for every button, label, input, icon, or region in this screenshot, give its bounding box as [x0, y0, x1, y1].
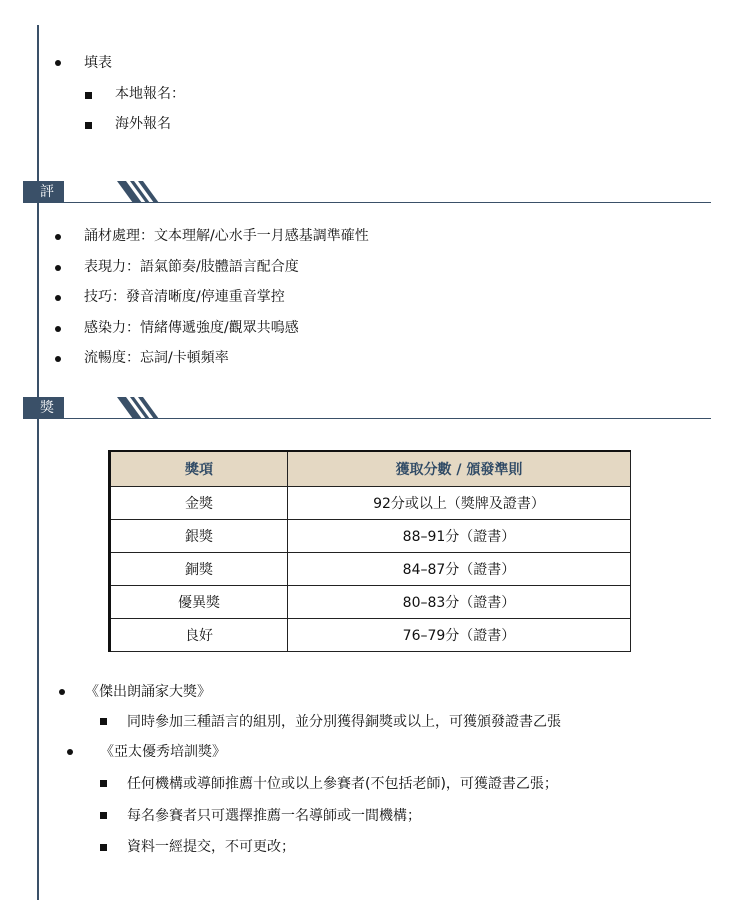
bullet-dot — [55, 326, 61, 332]
special-award-detail: 同時參加三種語言的組別，並分別獲得銅獎或以上，可獲頒發證書乙張 — [127, 714, 561, 730]
award-name-cell: 銀獎 — [110, 520, 288, 553]
bullet-dot — [55, 356, 61, 362]
bullet-dot — [55, 295, 61, 301]
bullet-dot — [55, 60, 61, 66]
form-title: 填表 — [84, 55, 112, 71]
bullet-square — [85, 92, 92, 99]
criterion-item: 表現力：語氣節奏/肢體語言配合度 — [84, 259, 299, 275]
table-row — [110, 553, 631, 586]
special-award-title: 《傑出朗誦家大獎》 — [85, 684, 211, 700]
table-row — [110, 487, 631, 520]
award-criteria-cell: 80–83分（證書） — [288, 586, 631, 619]
award-criteria-cell: 92分或以上（獎牌及證書） — [288, 487, 631, 520]
criterion-item: 技巧：發音清晰度/停連重音掌控 — [84, 289, 285, 305]
special-award-detail: 每名參賽者只可選擇推薦一名導師或一間機構； — [127, 808, 421, 824]
award-name-cell: 銅獎 — [110, 553, 288, 586]
section-rule — [23, 202, 711, 203]
heading-stripes-decoration — [117, 397, 175, 419]
form-item-overseas: 海外報名 — [115, 116, 171, 132]
award-name-cell: 優異獎 — [110, 586, 288, 619]
table-row — [110, 520, 631, 553]
bullet-dot — [55, 265, 61, 271]
heading-stripes-decoration — [117, 181, 175, 203]
criterion-item: 感染力：情緒傳遞強度/觀眾共鳴感 — [84, 320, 299, 336]
bullet-square — [100, 812, 107, 819]
bullet-dot — [67, 749, 73, 755]
table-header-cell: 獲取分數 / 頒發準則 — [288, 451, 631, 487]
special-award-detail: 任何機構或導師推薦十位或以上參賽者(不包括老師)，可獲證書乙張； — [127, 776, 558, 792]
section-rule — [23, 418, 711, 419]
table-row — [110, 586, 631, 619]
award-criteria-cell: 76–79分（證書） — [288, 619, 631, 652]
bullet-dot — [59, 689, 65, 695]
awards-heading: 獎項 — [23, 397, 64, 419]
awards-table — [108, 450, 631, 652]
award-criteria-cell: 84–87分（證書） — [288, 553, 631, 586]
award-name-cell: 金獎 — [110, 487, 288, 520]
table-header-cell: 獎項 — [110, 451, 288, 487]
bullet-square — [100, 780, 107, 787]
table-header-row — [110, 451, 631, 487]
form-item-local: 本地報名： — [115, 86, 185, 102]
bullet-square — [100, 718, 107, 725]
criterion-item: 誦材處理：文本理解/心水手一月感基調準確性 — [84, 228, 369, 244]
special-award-detail: 資料一經提交，不可更改； — [127, 839, 295, 855]
criterion-item: 流暢度：忘詞/卡頓頻率 — [84, 350, 229, 366]
award-criteria-cell: 88–91分（證書） — [288, 520, 631, 553]
left-margin-rule — [37, 25, 39, 900]
bullet-dot — [55, 234, 61, 240]
special-award-title: 《亞太優秀培訓獎》 — [100, 744, 226, 760]
award-name-cell: 良好 — [110, 619, 288, 652]
table-row — [110, 619, 631, 652]
judging-heading: 評審機制 — [23, 181, 64, 203]
bullet-square — [100, 844, 107, 851]
bullet-square — [85, 122, 92, 129]
